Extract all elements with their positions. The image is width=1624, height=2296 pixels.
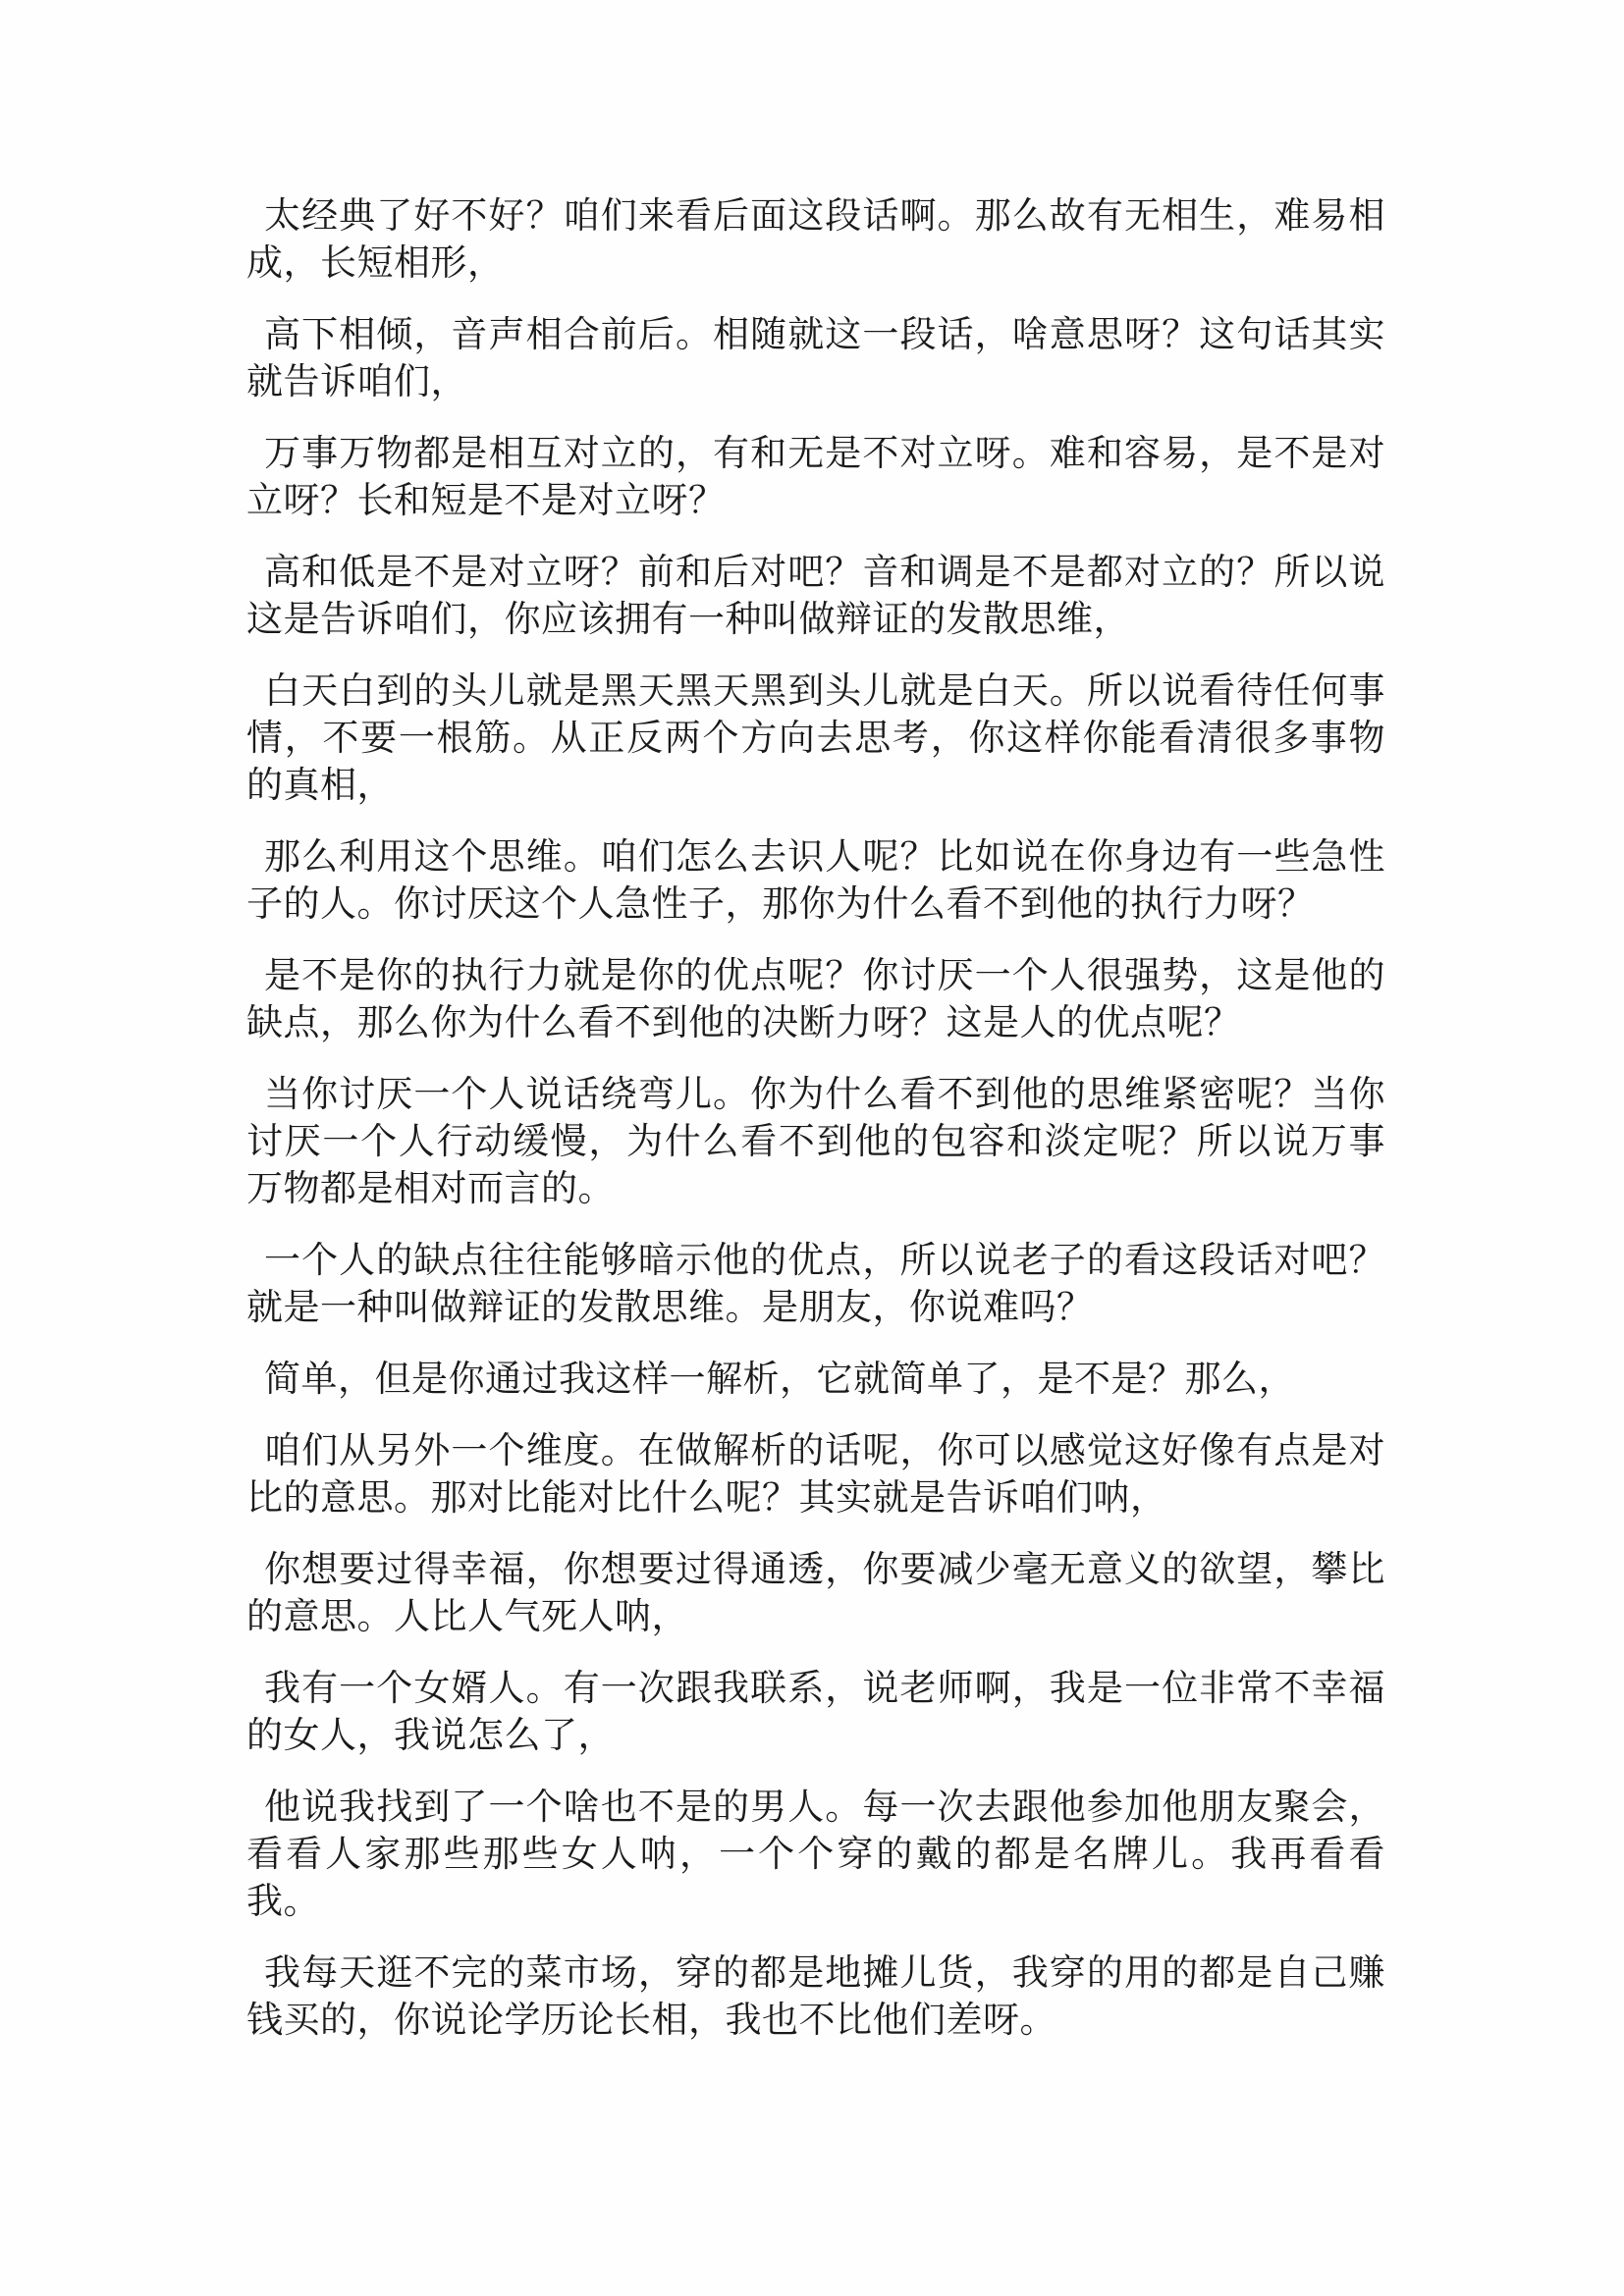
paragraph-13: 我有一个女婿人。有一次跟我联系，说老师啊，我是一位非常不幸福的女人，我说怎么了，: [246, 1667, 1385, 1756]
document-body: [246, 192, 1385, 2068]
paragraph-2: 高下相倾，音声相合前后。相随就这一段话，啥意思呀？这句话其实就告诉咱们，: [246, 313, 1385, 402]
paragraph-15: 我每天逛不完的菜市场，穿的都是地摊儿货，我穿的用的都是自己赚钱买的，你说论学历论长相，我也不比他们差呀。: [246, 1951, 1385, 2041]
paragraph-10: 简单，但是你通过我这样一解析，它就简单了，是不是？那么，: [264, 1358, 1295, 1400]
paragraph-5: 白天白到的头儿就是黑天黑天黑到头儿就是白天。所以说看待任何事情，不要一根筋。从正反两个方向去思考，你这样你能看清很多事物的真相，: [246, 669, 1385, 806]
paragraph-4: 高和低是不是对立呀？前和后对吧？音和调是不是都对立的？所以说这是告诉咱们，你应该拥有一种叫做辩证的发散思维，: [246, 551, 1385, 640]
paragraph-7: 是不是你的执行力就是你的优点呢？你讨厌一个人很强势，这是他的缺点，那么你为什么看不到他的决断力呀？这是人的优点呢？: [246, 954, 1385, 1043]
paragraph-9: 一个人的缺点往往能够暗示他的优点，所以说老子的看这段话对吧？就是一种叫做辩证的发散思维。是朋友，你说难吗？: [246, 1239, 1385, 1328]
paragraph-3: 万事万物都是相互对立的，有和无是不对立呀。难和容易，是不是对立呀？长和短是不是对立呀？: [246, 432, 1385, 521]
paragraph-11: 咱们从另外一个维度。在做解析的话呢，你可以感觉这好像有点是对比的意思。那对比能对比什么呢？其实就是告诉咱们呐，: [246, 1429, 1385, 1519]
paragraph-14: 他说我找到了一个啥也不是的男人。每一次去跟他参加他朋友聚会，看看人家那些那些女人呐，一个个穿的戴的都是名牌儿。我再看看我。: [246, 1786, 1385, 1922]
paragraph-6: 那么利用这个思维。咱们怎么去识人呢？比如说在你身边有一些急性子的人。你讨厌这个人急性子，那你为什么看不到他的执行力呀？: [246, 835, 1385, 925]
paragraph-8: 当你讨厌一个人说话绕弯儿。你为什么看不到他的思维紧密呢？当你讨厌一个人行动缓慢，为什么看不到他的包容和淡定呢？所以说万事万物都是相对而言的。: [246, 1073, 1385, 1209]
paragraph-12: 你想要过得幸福，你想要过得通透，你要减少毫无意义的欲望，攀比的意思。人比人气死人呐，: [246, 1548, 1385, 1637]
paragraph-1: 太经典了好不好？咱们来看后面这段话啊。那么故有无相生，难易相成，长短相形，: [246, 194, 1385, 284]
